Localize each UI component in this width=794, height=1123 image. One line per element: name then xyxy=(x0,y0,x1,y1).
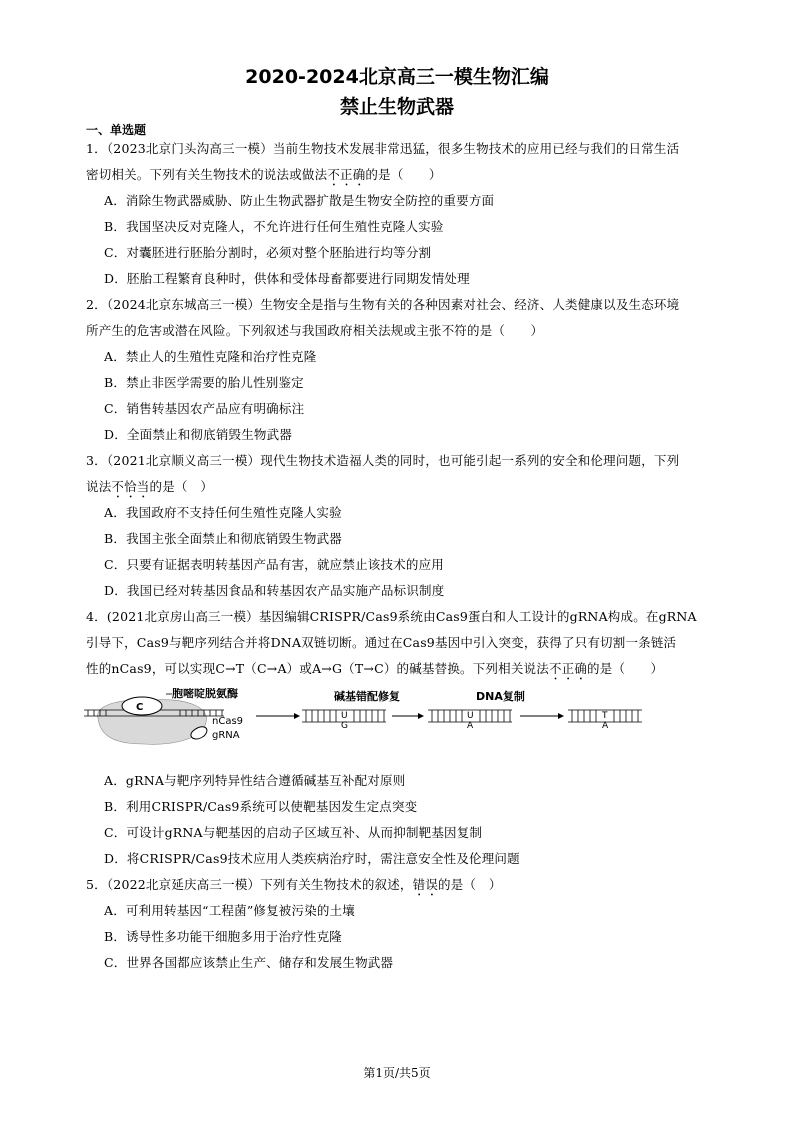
question-1-option-d: D．胚胎工程繁育良种时，供体和受体母畜都要进行同期发情处理 xyxy=(104,271,470,286)
grna-label: gRNA xyxy=(212,730,240,741)
page-number: 第1页/共5页 xyxy=(363,1066,431,1080)
question-3-stem-cont: 说法不恰当的是（ ） xyxy=(86,479,214,494)
question-5-option-b: B．诱导性多功能干细胞多用于治疗性克隆 xyxy=(104,929,342,944)
arrow-head xyxy=(294,713,300,719)
question-2-option-a: A．禁止人的生殖性克隆和治疗性克隆 xyxy=(104,349,317,364)
step-2-label: DNA复制 xyxy=(476,690,525,703)
question-1-stem-cont: 密切相关。下列有关生物技术的说法或做法不正确的是（ ） xyxy=(86,167,442,182)
base-pair-2-top: U xyxy=(467,711,474,721)
question-1-stem: 1．（2023北京门头沟高三一模）当前生物技术发展非常迅猛，很多生物技术的应用已经与我们的日常生活 xyxy=(86,141,680,156)
base-editing-diagram xyxy=(84,688,644,748)
question-2-option-c: C．销售转基因农产品应有明确标注 xyxy=(104,401,305,416)
question-3-option-b: B．我国主张全面禁止和彻底销毁生物武器 xyxy=(104,531,342,546)
question-3-option-a: A．我国政府不支持任何生殖性克隆人实验 xyxy=(104,505,342,520)
ncas9-label: nCas9 xyxy=(212,716,244,727)
question-4-option-a: A．gRNA与靶序列特异性结合遵循碱基互补配对原则 xyxy=(104,773,406,788)
question-2-stem-cont: 所产生的危害或潜在风险。下列叙述与我国政府相关法规或主张不符的是（ ） xyxy=(86,323,544,338)
emphasis-text: 不正确 xyxy=(548,661,588,676)
question-1-option-c: C．对囊胚进行胚胎分割时，必须对整个胚胎进行均等分割 xyxy=(104,245,432,260)
base-pair-3-bottom: A xyxy=(602,721,609,731)
question-2-option-d: D．全面禁止和彻底销毁生物武器 xyxy=(104,427,293,442)
question-4-option-b: B．利用CRISPR/Cas9系统可以使靶基因发生定点突变 xyxy=(104,799,418,814)
base-pair-1-bottom: G xyxy=(341,721,348,731)
question-4-stem-cont-2: 性的nCas9，可以实现C→T（C→A）或A→G（T→C）的碱基替换。下列相关说法不正确的是（ ） xyxy=(86,661,664,676)
arrow-head xyxy=(558,713,564,719)
section-heading: 一、单选题 xyxy=(86,123,147,137)
page-subtitle: 禁止生物武器 xyxy=(339,96,454,118)
base-pair-2-bottom: A xyxy=(467,721,474,731)
arrow-head xyxy=(418,713,424,719)
question-5-option-c: C．世界各国都应该禁止生产、储存和发展生物武器 xyxy=(104,955,394,970)
step-1-label: 碱基错配修复 xyxy=(334,690,400,703)
page-title: 2020-2024北京高三一模生物汇编 xyxy=(245,66,549,88)
base-pair-3-top: T xyxy=(602,711,608,721)
question-4-stem-cont: 引导下，Cas9与靶序列结合并将DNA双链切断。通过在Cas9基因中引入突变，获得了只有切割一条链活 xyxy=(86,635,677,650)
question-3-stem: 3．（2021北京顺义高三一模）现代生物技术造福人类的同时，也可能引起一系列的安全和伦理问题，下列 xyxy=(86,453,680,468)
emphasis-text: 错误 xyxy=(412,877,439,892)
question-1-option-b: B．我国坚决反对克隆人，不允许进行任何生殖性克隆人实验 xyxy=(104,219,444,234)
question-4-option-d: D．将CRISPR/Cas9技术应用人类疾病治疗时，需注意安全性及伦理问题 xyxy=(104,851,520,866)
question-1-option-a: A．消除生物武器威胁、防止生物武器扩散是生物安全防控的重要方面 xyxy=(104,193,495,208)
emphasis-text: 不恰当 xyxy=(111,479,150,494)
question-3-option-c: C．只要有证据表明转基因产品有害，就应禁止该技术的应用 xyxy=(104,557,444,572)
enzyme-label: 胞嘧啶脱氨酶 xyxy=(172,688,238,700)
question-5-stem: 5．（2022北京延庆高三一模）下列有关生物技术的叙述，错误的是（ ） xyxy=(86,877,502,892)
emphasis-text: 不正确 xyxy=(327,167,366,182)
base-pair-1-top: U xyxy=(341,711,348,721)
question-2-stem: 2．（2024北京东城高三一模）生物安全是指与生物有关的各种因素对社会、经济、人类健康以及生态环境 xyxy=(86,297,680,312)
question-4-stem: 4．(2021北京房山高三一模）基因编辑CRISPR/Cas9系统由Cas9蛋白和人工设计的gRNA构成。在gRNA xyxy=(86,609,697,624)
question-5-option-a: A．可利用转基因“工程菌”修复被污染的土壤 xyxy=(104,903,356,918)
question-4-option-c: C．可设计gRNA与靶基因的启动子区域互补、从而抑制靶基因复制 xyxy=(104,825,483,840)
question-3-option-d: D．我国已经对转基因食品和转基因农产品实施产品标识制度 xyxy=(104,583,445,598)
question-2-option-b: B．禁止非医学需要的胎儿性别鉴定 xyxy=(104,375,304,390)
svg-text:C: C xyxy=(136,702,144,713)
